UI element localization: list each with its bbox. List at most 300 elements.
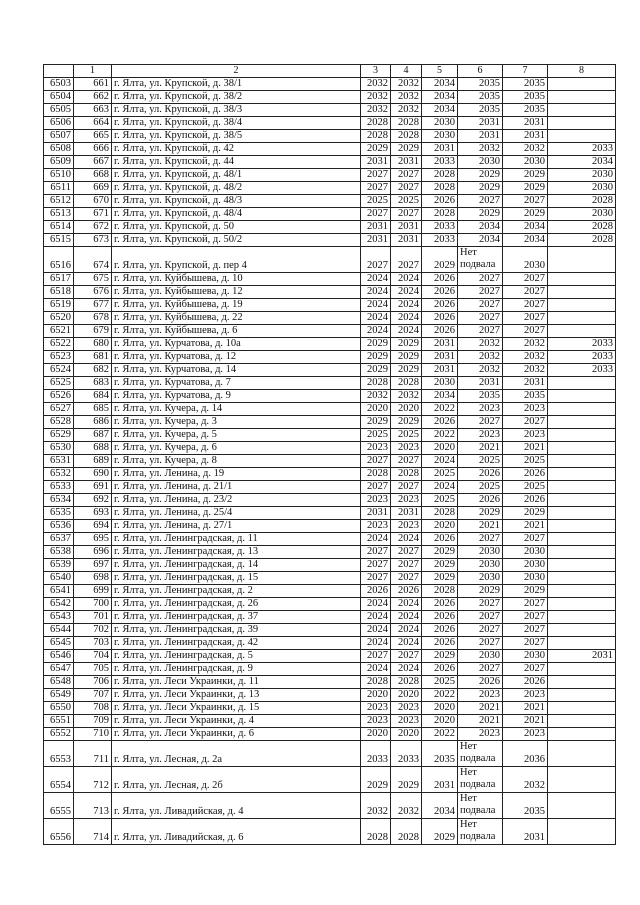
item-number-cell: 698 bbox=[74, 572, 112, 585]
table-row bbox=[44, 234, 616, 247]
year-cell bbox=[548, 819, 616, 845]
row-number-cell: 6507 bbox=[44, 130, 74, 143]
address-cell: г. Ялта, ул. Ленина, д. 27/1 bbox=[112, 520, 361, 533]
year-cell: 2030 bbox=[458, 650, 503, 663]
row-number-cell: 6506 bbox=[44, 117, 74, 130]
year-cell: 2027 bbox=[361, 546, 391, 559]
year-cell: 2028 bbox=[422, 182, 458, 195]
table-row bbox=[44, 689, 616, 702]
year-cell bbox=[548, 494, 616, 507]
year-cell: 2030 bbox=[503, 247, 548, 273]
item-number-cell: 677 bbox=[74, 299, 112, 312]
table-row bbox=[44, 767, 616, 793]
year-cell: 2030 bbox=[503, 546, 548, 559]
table-row bbox=[44, 416, 616, 429]
year-cell: 2024 bbox=[391, 624, 422, 637]
year-cell: 2020 bbox=[391, 403, 422, 416]
year-cell: 2029 bbox=[361, 143, 391, 156]
year-cell: 2029 bbox=[422, 247, 458, 273]
year-cell: 2033 bbox=[422, 156, 458, 169]
year-cell: 2023 bbox=[503, 429, 548, 442]
item-number-cell: 692 bbox=[74, 494, 112, 507]
year-cell: 2035 bbox=[503, 390, 548, 403]
year-cell: 2027 bbox=[458, 598, 503, 611]
table-row bbox=[44, 156, 616, 169]
year-cell bbox=[548, 312, 616, 325]
year-cell: 2027 bbox=[391, 546, 422, 559]
year-cell: 2030 bbox=[458, 559, 503, 572]
year-cell: 2020 bbox=[422, 715, 458, 728]
item-number-cell: 670 bbox=[74, 195, 112, 208]
address-cell: г. Ялта, ул. Ленинградская, д. 14 bbox=[112, 559, 361, 572]
document-table-container bbox=[43, 64, 616, 845]
year-cell: 2027 bbox=[391, 169, 422, 182]
year-cell: 2029 bbox=[458, 585, 503, 598]
year-cell: 2021 bbox=[503, 442, 548, 455]
year-cell: 2027 bbox=[458, 624, 503, 637]
row-number-cell: 6549 bbox=[44, 689, 74, 702]
address-cell: г. Ялта, ул. Крупской, д. 38/3 bbox=[112, 104, 361, 117]
year-cell: 2031 bbox=[503, 377, 548, 390]
table-row bbox=[44, 611, 616, 624]
year-cell: 2027 bbox=[503, 195, 548, 208]
year-cell: 2026 bbox=[361, 585, 391, 598]
address-cell: г. Ялта, ул. Ливадийская, д. 4 bbox=[112, 793, 361, 819]
row-number-cell: 6514 bbox=[44, 221, 74, 234]
year-cell: 2031 bbox=[503, 117, 548, 130]
year-cell: 2021 bbox=[458, 442, 503, 455]
year-cell: 2024 bbox=[391, 533, 422, 546]
year-cell: 2028 bbox=[361, 468, 391, 481]
item-number-cell: 714 bbox=[74, 819, 112, 845]
item-number-cell: 668 bbox=[74, 169, 112, 182]
year-cell: 2023 bbox=[361, 702, 391, 715]
year-cell: 2027 bbox=[361, 182, 391, 195]
year-cell: 2027 bbox=[458, 533, 503, 546]
row-number-cell: 6548 bbox=[44, 676, 74, 689]
year-cell: 2027 bbox=[458, 663, 503, 676]
year-cell: 2027 bbox=[361, 572, 391, 585]
item-number-cell: 676 bbox=[74, 286, 112, 299]
year-cell: 2028 bbox=[391, 117, 422, 130]
table-row bbox=[44, 169, 616, 182]
year-cell: 2027 bbox=[458, 312, 503, 325]
year-cell: 2031 bbox=[422, 767, 458, 793]
year-cell: 2027 bbox=[361, 650, 391, 663]
year-cell: 2024 bbox=[391, 663, 422, 676]
year-cell: 2027 bbox=[503, 611, 548, 624]
year-cell: 2026 bbox=[422, 299, 458, 312]
year-cell: 2032 bbox=[458, 143, 503, 156]
year-cell: 2029 bbox=[361, 351, 391, 364]
row-number-cell: 6510 bbox=[44, 169, 74, 182]
year-cell: 2025 bbox=[503, 455, 548, 468]
year-cell: 2029 bbox=[503, 585, 548, 598]
year-cell: 2027 bbox=[458, 325, 503, 338]
table-row bbox=[44, 598, 616, 611]
year-cell: 2023 bbox=[503, 689, 548, 702]
year-cell: 2032 bbox=[361, 104, 391, 117]
table-row bbox=[44, 819, 616, 845]
address-cell: г. Ялта, ул. Ленинградская, д. 9 bbox=[112, 663, 361, 676]
column-header: 1 bbox=[74, 65, 112, 78]
year-cell: 2020 bbox=[361, 689, 391, 702]
year-cell: 2028 bbox=[391, 468, 422, 481]
year-cell: 2032 bbox=[391, 390, 422, 403]
table-row bbox=[44, 468, 616, 481]
table-row bbox=[44, 286, 616, 299]
year-cell bbox=[548, 117, 616, 130]
item-number-cell: 663 bbox=[74, 104, 112, 117]
item-number-cell: 700 bbox=[74, 598, 112, 611]
table-body bbox=[44, 65, 616, 845]
year-cell: 2032 bbox=[391, 91, 422, 104]
address-cell: г. Ялта, ул. Кучера, д. 14 bbox=[112, 403, 361, 416]
address-cell: г. Ялта, ул. Кучера, д. 3 bbox=[112, 416, 361, 429]
year-cell: 2026 bbox=[458, 676, 503, 689]
year-cell: 2020 bbox=[422, 442, 458, 455]
year-cell bbox=[548, 78, 616, 91]
address-cell: г. Ялта, ул. Ленинградская, д. 11 bbox=[112, 533, 361, 546]
year-cell: 2027 bbox=[503, 624, 548, 637]
year-cell: 2023 bbox=[391, 715, 422, 728]
year-cell: 2024 bbox=[422, 481, 458, 494]
table-row bbox=[44, 715, 616, 728]
item-number-cell: 696 bbox=[74, 546, 112, 559]
note-cell: Нет подвала bbox=[458, 793, 503, 819]
year-cell: 2030 bbox=[503, 559, 548, 572]
year-cell bbox=[548, 325, 616, 338]
year-cell: 2027 bbox=[361, 559, 391, 572]
address-cell: г. Ялта, ул. Куйбышева, д. 12 bbox=[112, 286, 361, 299]
item-number-cell: 697 bbox=[74, 559, 112, 572]
year-cell: 2024 bbox=[391, 286, 422, 299]
table-row bbox=[44, 338, 616, 351]
year-cell: 2025 bbox=[391, 195, 422, 208]
year-cell: 2031 bbox=[503, 819, 548, 845]
year-cell: 2029 bbox=[422, 559, 458, 572]
year-cell: 2025 bbox=[391, 429, 422, 442]
table-row bbox=[44, 494, 616, 507]
item-number-cell: 673 bbox=[74, 234, 112, 247]
item-number-cell: 691 bbox=[74, 481, 112, 494]
year-cell: 2029 bbox=[391, 767, 422, 793]
year-cell: 2026 bbox=[422, 312, 458, 325]
table-row bbox=[44, 195, 616, 208]
item-number-cell: 711 bbox=[74, 741, 112, 767]
address-cell: г. Ялта, ул. Леси Украинки, д. 4 bbox=[112, 715, 361, 728]
year-cell bbox=[548, 663, 616, 676]
item-number-cell: 693 bbox=[74, 507, 112, 520]
year-cell: 2027 bbox=[458, 286, 503, 299]
year-cell: 2021 bbox=[458, 715, 503, 728]
year-cell: 2028 bbox=[361, 676, 391, 689]
row-number-cell: 6524 bbox=[44, 364, 74, 377]
address-cell: г. Ялта, ул. Ленинградская, д. 37 bbox=[112, 611, 361, 624]
row-number-cell: 6532 bbox=[44, 468, 74, 481]
table-row bbox=[44, 208, 616, 221]
year-cell bbox=[548, 741, 616, 767]
table-row bbox=[44, 650, 616, 663]
year-cell: 2030 bbox=[548, 169, 616, 182]
address-cell: г. Ялта, ул. Куйбышева, д. 22 bbox=[112, 312, 361, 325]
address-cell: г. Ялта, ул. Крупской, д. 44 bbox=[112, 156, 361, 169]
year-cell: 2029 bbox=[422, 650, 458, 663]
table-row bbox=[44, 117, 616, 130]
year-cell: 2026 bbox=[422, 611, 458, 624]
year-cell: 2026 bbox=[458, 494, 503, 507]
year-cell: 2035 bbox=[422, 741, 458, 767]
address-cell: г. Ялта, ул. Крупской, д. 38/1 bbox=[112, 78, 361, 91]
year-cell: 2027 bbox=[391, 247, 422, 273]
year-cell: 2020 bbox=[391, 689, 422, 702]
year-cell: 2031 bbox=[391, 156, 422, 169]
year-cell: 2024 bbox=[361, 624, 391, 637]
year-cell: 2033 bbox=[391, 741, 422, 767]
table-row bbox=[44, 481, 616, 494]
item-number-cell: 683 bbox=[74, 377, 112, 390]
year-cell: 2028 bbox=[391, 130, 422, 143]
year-cell: 2027 bbox=[458, 299, 503, 312]
item-number-cell: 685 bbox=[74, 403, 112, 416]
year-cell: 2029 bbox=[503, 182, 548, 195]
year-cell: 2033 bbox=[361, 741, 391, 767]
year-cell: 2030 bbox=[422, 117, 458, 130]
year-cell: 2022 bbox=[422, 429, 458, 442]
address-cell: г. Ялта, ул. Ленина, д. 19 bbox=[112, 468, 361, 481]
year-cell bbox=[548, 728, 616, 741]
year-cell: 2034 bbox=[422, 104, 458, 117]
year-cell: 2024 bbox=[361, 299, 391, 312]
item-number-cell: 688 bbox=[74, 442, 112, 455]
year-cell bbox=[548, 416, 616, 429]
year-cell: 2032 bbox=[458, 351, 503, 364]
year-cell: 2030 bbox=[503, 650, 548, 663]
item-number-cell: 666 bbox=[74, 143, 112, 156]
item-number-cell: 706 bbox=[74, 676, 112, 689]
row-number-cell: 6522 bbox=[44, 338, 74, 351]
year-cell: 2023 bbox=[503, 403, 548, 416]
address-cell: г. Ялта, ул. Курчатова, д. 9 bbox=[112, 390, 361, 403]
year-cell: 2031 bbox=[458, 117, 503, 130]
year-cell: 2027 bbox=[391, 208, 422, 221]
year-cell: 2032 bbox=[391, 104, 422, 117]
row-number-cell: 6528 bbox=[44, 416, 74, 429]
column-header: 7 bbox=[503, 65, 548, 78]
row-number-cell: 6534 bbox=[44, 494, 74, 507]
year-cell bbox=[548, 299, 616, 312]
address-cell: г. Ялта, ул. Курчатова, д. 14 bbox=[112, 364, 361, 377]
year-cell: 2020 bbox=[361, 728, 391, 741]
year-cell: 2024 bbox=[361, 637, 391, 650]
address-cell: г. Ялта, ул. Ленинградская, д. 15 bbox=[112, 572, 361, 585]
table-row bbox=[44, 78, 616, 91]
year-cell: 2026 bbox=[503, 494, 548, 507]
year-cell: 2036 bbox=[503, 741, 548, 767]
year-cell: 2023 bbox=[458, 728, 503, 741]
table-row bbox=[44, 429, 616, 442]
item-number-cell: 713 bbox=[74, 793, 112, 819]
year-cell: 2023 bbox=[391, 442, 422, 455]
year-cell: 2026 bbox=[391, 585, 422, 598]
year-cell: 2035 bbox=[503, 104, 548, 117]
table-row bbox=[44, 390, 616, 403]
year-cell: 2029 bbox=[422, 546, 458, 559]
year-cell: 2027 bbox=[458, 195, 503, 208]
row-number-cell: 6550 bbox=[44, 702, 74, 715]
year-cell: 2021 bbox=[458, 520, 503, 533]
year-cell: 2024 bbox=[391, 637, 422, 650]
table-row bbox=[44, 520, 616, 533]
table-row bbox=[44, 559, 616, 572]
year-cell: 2027 bbox=[503, 273, 548, 286]
year-cell: 2028 bbox=[548, 195, 616, 208]
year-cell: 2035 bbox=[458, 91, 503, 104]
year-cell bbox=[548, 390, 616, 403]
item-number-cell: 672 bbox=[74, 221, 112, 234]
year-cell: 2024 bbox=[391, 325, 422, 338]
row-number-cell: 6517 bbox=[44, 273, 74, 286]
year-cell: 2032 bbox=[458, 364, 503, 377]
year-cell: 2034 bbox=[422, 390, 458, 403]
column-header: 2 bbox=[112, 65, 361, 78]
table-row bbox=[44, 104, 616, 117]
year-cell: 2023 bbox=[361, 442, 391, 455]
year-cell: 2029 bbox=[391, 351, 422, 364]
year-cell: 2027 bbox=[503, 598, 548, 611]
row-number-cell: 6511 bbox=[44, 182, 74, 195]
table-row bbox=[44, 442, 616, 455]
row-number-cell: 6518 bbox=[44, 286, 74, 299]
table-row bbox=[44, 507, 616, 520]
year-cell: 2024 bbox=[361, 598, 391, 611]
table-row bbox=[44, 273, 616, 286]
item-number-cell: 702 bbox=[74, 624, 112, 637]
year-cell: 2031 bbox=[422, 338, 458, 351]
year-cell: 2028 bbox=[361, 130, 391, 143]
address-cell: г. Ялта, ул. Крупской, д. 38/4 bbox=[112, 117, 361, 130]
year-cell: 2034 bbox=[548, 156, 616, 169]
table-row bbox=[44, 676, 616, 689]
year-cell: 2027 bbox=[503, 637, 548, 650]
year-cell: 2035 bbox=[458, 390, 503, 403]
row-number-cell: 6503 bbox=[44, 78, 74, 91]
row-number-cell: 6515 bbox=[44, 234, 74, 247]
year-cell: 2032 bbox=[503, 143, 548, 156]
year-cell: 2029 bbox=[391, 416, 422, 429]
item-number-cell: 661 bbox=[74, 78, 112, 91]
year-cell bbox=[548, 559, 616, 572]
column-header: 5 bbox=[422, 65, 458, 78]
row-number-cell: 6537 bbox=[44, 533, 74, 546]
column-header bbox=[44, 65, 74, 78]
row-number-cell: 6521 bbox=[44, 325, 74, 338]
year-cell: 2028 bbox=[548, 234, 616, 247]
address-cell: г. Ялта, ул. Куйбышева, д. 6 bbox=[112, 325, 361, 338]
address-cell: г. Ялта, ул. Леси Украинки, д. 13 bbox=[112, 689, 361, 702]
address-cell: г. Ялта, ул. Крупской, д. 38/5 bbox=[112, 130, 361, 143]
year-cell: 2031 bbox=[361, 221, 391, 234]
year-cell: 2032 bbox=[391, 793, 422, 819]
year-cell: 2032 bbox=[361, 390, 391, 403]
year-cell: 2031 bbox=[361, 156, 391, 169]
year-cell: 2032 bbox=[503, 767, 548, 793]
address-cell: г. Ялта, ул. Курчатова, д. 7 bbox=[112, 377, 361, 390]
year-cell bbox=[548, 546, 616, 559]
year-cell bbox=[548, 377, 616, 390]
year-cell: 2028 bbox=[361, 117, 391, 130]
year-cell: 2034 bbox=[503, 221, 548, 234]
item-number-cell: 709 bbox=[74, 715, 112, 728]
address-cell: г. Ялта, ул. Ленинградская, д. 26 bbox=[112, 598, 361, 611]
year-cell: 2029 bbox=[361, 338, 391, 351]
year-cell: 2030 bbox=[548, 208, 616, 221]
table-row bbox=[44, 572, 616, 585]
year-cell: 2035 bbox=[503, 91, 548, 104]
address-cell: г. Ялта, ул. Курчатова, д. 10а bbox=[112, 338, 361, 351]
note-cell: Нет подвала bbox=[458, 767, 503, 793]
year-cell: 2026 bbox=[422, 637, 458, 650]
year-cell: 2024 bbox=[361, 286, 391, 299]
address-cell: г. Ялта, ул. Леси Украинки, д. 6 bbox=[112, 728, 361, 741]
year-cell: 2032 bbox=[361, 793, 391, 819]
year-cell: 2027 bbox=[391, 650, 422, 663]
year-cell: 2021 bbox=[503, 520, 548, 533]
address-cell: г. Ялта, ул. Крупской, д. 38/2 bbox=[112, 91, 361, 104]
address-cell: г. Ялта, ул. Ленина, д. 21/1 bbox=[112, 481, 361, 494]
year-cell bbox=[548, 130, 616, 143]
year-cell: 2027 bbox=[361, 169, 391, 182]
year-cell: 2028 bbox=[391, 676, 422, 689]
year-cell: 2028 bbox=[422, 585, 458, 598]
year-cell: 2031 bbox=[422, 143, 458, 156]
address-cell: г. Ялта, ул. Ливадийская, д. 6 bbox=[112, 819, 361, 845]
table-row bbox=[44, 247, 616, 273]
table-row bbox=[44, 741, 616, 767]
year-cell: 2030 bbox=[548, 182, 616, 195]
year-cell: 2029 bbox=[391, 364, 422, 377]
year-cell: 2025 bbox=[361, 195, 391, 208]
item-number-cell: 679 bbox=[74, 325, 112, 338]
row-number-cell: 6536 bbox=[44, 520, 74, 533]
year-cell bbox=[548, 247, 616, 273]
item-number-cell: 671 bbox=[74, 208, 112, 221]
item-number-cell: 669 bbox=[74, 182, 112, 195]
year-cell: 2024 bbox=[361, 325, 391, 338]
item-number-cell: 704 bbox=[74, 650, 112, 663]
table-row bbox=[44, 299, 616, 312]
note-cell: Нет подвала bbox=[458, 819, 503, 845]
row-number-cell: 6535 bbox=[44, 507, 74, 520]
row-number-cell: 6555 bbox=[44, 793, 74, 819]
year-cell: 2031 bbox=[391, 221, 422, 234]
year-cell: 2030 bbox=[503, 156, 548, 169]
address-cell: г. Ялта, ул. Лесная, д. 2а bbox=[112, 741, 361, 767]
year-cell: 2029 bbox=[458, 169, 503, 182]
column-header: 4 bbox=[391, 65, 422, 78]
year-cell: 2030 bbox=[422, 130, 458, 143]
year-cell bbox=[548, 91, 616, 104]
item-number-cell: 687 bbox=[74, 429, 112, 442]
year-cell: 2020 bbox=[361, 403, 391, 416]
year-cell: 2029 bbox=[458, 208, 503, 221]
year-cell: 2028 bbox=[422, 169, 458, 182]
year-cell: 2024 bbox=[391, 312, 422, 325]
table-row bbox=[44, 728, 616, 741]
address-cell: г. Ялта, ул. Кучера, д. 8 bbox=[112, 455, 361, 468]
table-row bbox=[44, 221, 616, 234]
year-cell bbox=[548, 442, 616, 455]
